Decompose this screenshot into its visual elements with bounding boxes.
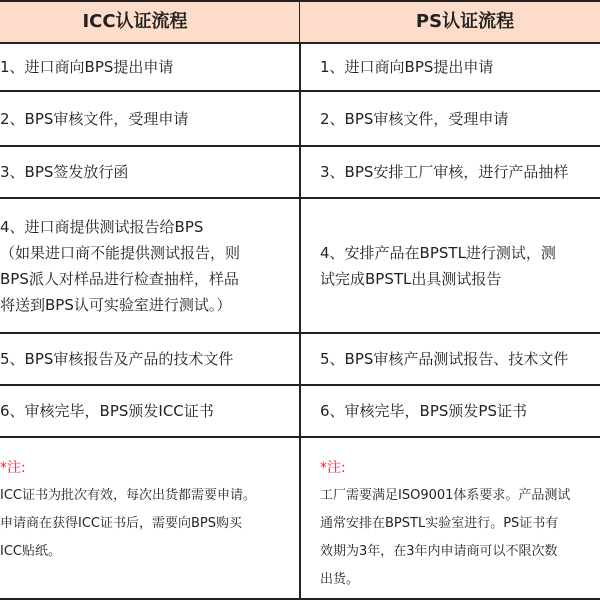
icc-step-3: 3、BPS签发放行函 (0, 147, 300, 199)
icc-step-2: 2、BPS审核文件，受理申请 (0, 92, 300, 147)
ps-note-label: *注: (320, 460, 346, 476)
icc-step-4-line-4: 将送到BPS认可实验室进行测试。） (0, 295, 232, 314)
ps-note-line-3: 效期为3年，在3年内申请商可以不限次数 (320, 544, 558, 559)
ps-note-line-2: 通常安排在BPSTL实验室进行。PS证书有 (320, 516, 559, 531)
icc-note-line-3: ICC贴纸。 (0, 544, 61, 559)
ps-step-4 (300, 199, 600, 334)
icc-note (0, 438, 300, 600)
icc-step-1: 1、进口商向BPS提出申请 (0, 44, 300, 92)
ps-step-2: 2、BPS审核文件，受理申请 (300, 92, 600, 147)
ps-header: PS认证流程 (300, 0, 600, 44)
ps-step-4-line-1: 4、安排产品在BPSTL进行测试，测 (320, 243, 556, 262)
icc-step-4 (0, 199, 300, 334)
ps-column (300, 0, 600, 600)
icc-step-4-line-2: （如果进口商不能提供测试报告，则 (0, 243, 241, 262)
ps-note-line-1: 工厂需要满足ISO9001体系要求。产品测试 (320, 488, 571, 503)
icc-step-4-line-1: 4、进口商提供测试报告给BPS (0, 217, 204, 236)
icc-header: ICC认证流程 (0, 0, 300, 44)
ps-step-4-line-2: 试完成BPSTL出具测试报告 (320, 269, 502, 288)
ps-note (300, 438, 600, 600)
ps-step-5: 5、BPS审核产品测试报告、技术文件 (300, 334, 600, 386)
ps-step-3: 3、BPS安排工厂审核，进行产品抽样 (300, 147, 600, 199)
icc-note-label: *注: (0, 460, 26, 476)
icc-step-4-line-3: BPS派人对样品进行检查抽样，样品 (0, 269, 239, 288)
ps-note-line-4: 出货。 (320, 572, 360, 587)
ps-step-6: 6、审核完毕，BPS颁发PS证书 (300, 386, 600, 438)
icc-step-5: 5、BPS审核报告及产品的技术文件 (0, 334, 300, 386)
icc-note-line-2: 申请商在获得ICC证书后，需要向BPS购买 (0, 516, 242, 531)
ps-step-1: 1、进口商向BPS提出申请 (300, 44, 600, 92)
icc-note-line-1: ICC证书为批次有效，每次出货都需要申请。 (0, 488, 256, 503)
icc-step-6: 6、审核完毕，BPS颁发ICC证书 (0, 386, 300, 438)
